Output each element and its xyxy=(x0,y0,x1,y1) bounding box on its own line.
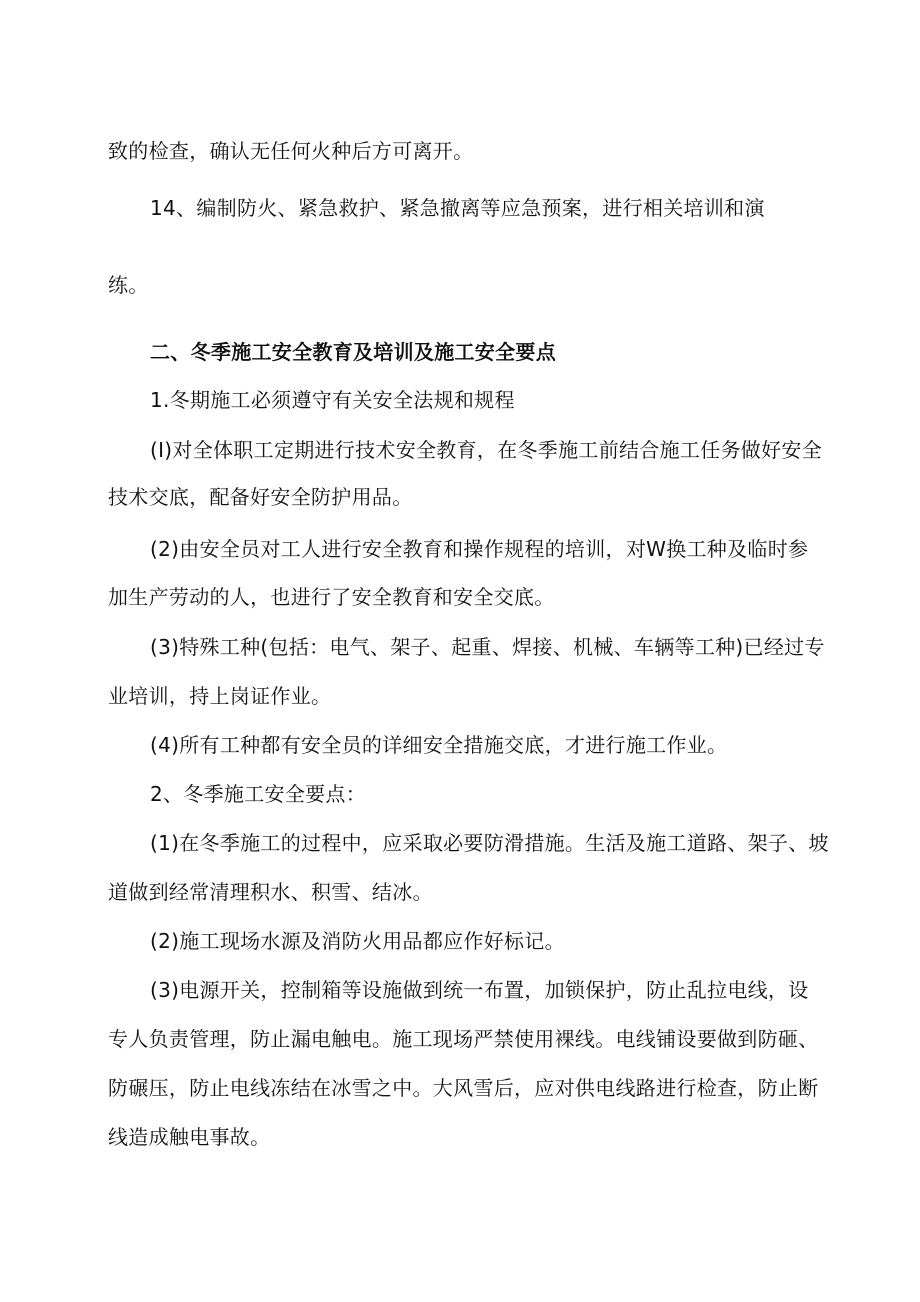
text-line: (3)电源开关，控制箱等设施做到统一布置，加锁保护，防止乱拉电线，设 xyxy=(150,978,809,1002)
text-line: (1)在冬季施工的过程中，应采取必要防滑措施。生活及施工道路、架子、坡 xyxy=(150,831,829,855)
text-line: 练。 xyxy=(108,273,149,297)
text-line: (I)对全体职工定期进行技术安全教育，在冬季施工前结合施工任务做好安全 xyxy=(150,438,823,462)
section-heading: 二、冬季施工安全教育及培训及施工安全要点 xyxy=(150,340,556,364)
text-line: 业培训，持上岗证作业。 xyxy=(108,684,332,708)
text-line: 1.冬期施工必须遵守有关安全法规和规程 xyxy=(150,388,515,412)
text-line: 2、冬季施工安全要点： xyxy=(150,782,367,806)
text-line: (4)所有工种都有安全员的详细安全措施交底，才进行施工作业。 xyxy=(150,733,728,757)
text-line: (2)由安全员对工人进行安全教育和操作规程的培训，对W换工种及临时参 xyxy=(150,537,809,561)
text-line: 14、编制防火、紧急救护、紧急撤离等应急预案，进行相关培训和演 xyxy=(150,196,765,220)
text-line: 致的检查，确认无任何火种后方可离开。 xyxy=(108,139,474,163)
text-line: (3)特殊工种(包括：电气、架子、起重、焊接、机械、车辆等工种)已经过专 xyxy=(150,635,825,659)
text-line: (2)施工现场水源及消防火用品都应作好标记。 xyxy=(150,929,565,953)
text-line: 专人负责管理，防止漏电触电。施工现场严禁使用裸线。电线铺设要做到防砸、 xyxy=(108,1027,819,1051)
text-line: 线造成触电事故。 xyxy=(108,1125,271,1149)
text-line: 技术交底，配备好安全防护用品。 xyxy=(108,485,413,509)
text-line: 道做到经常清理积水、积雪、结冰。 xyxy=(108,880,433,904)
text-line: 加生产劳动的人，也进行了安全教育和安全交底。 xyxy=(108,585,555,609)
text-line: 防碾压，防止电线冻结在冰雪之中。大风雪后，应对供电线路进行检查，防止断 xyxy=(108,1076,819,1100)
